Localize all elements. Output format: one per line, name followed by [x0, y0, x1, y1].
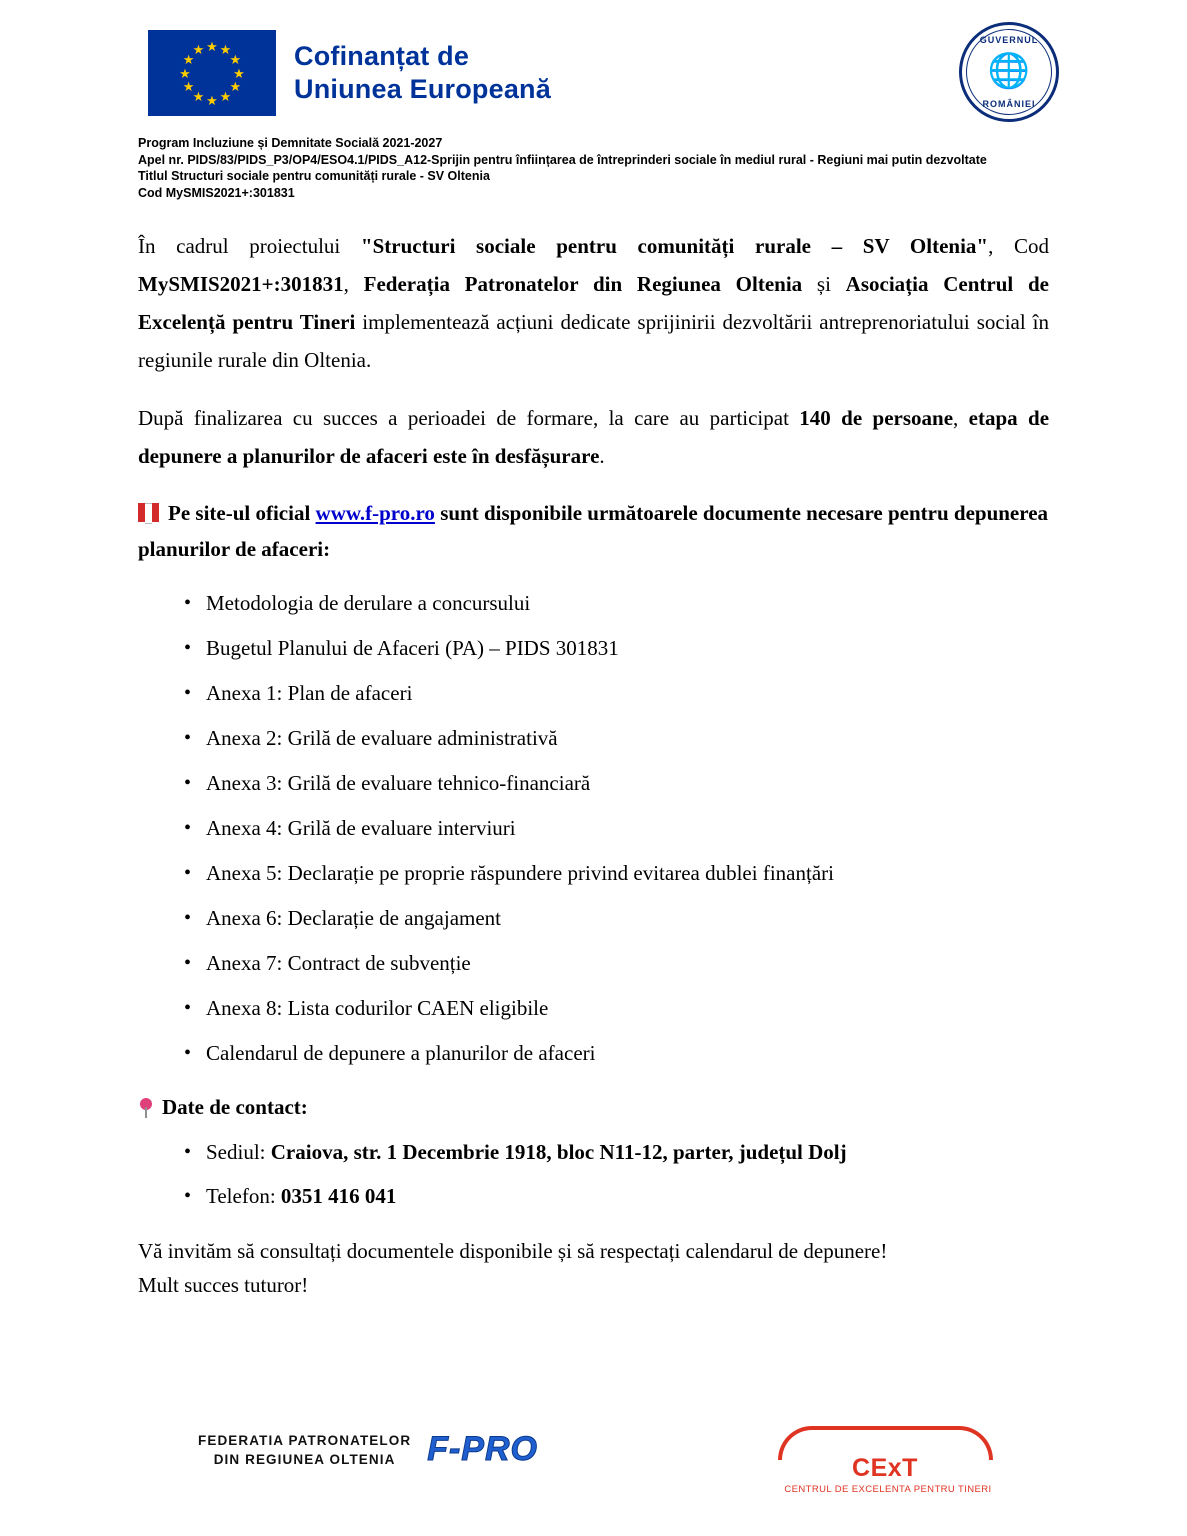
document-body [138, 227, 1049, 1302]
p1-partner-2: Asociația Centrul de Excelență pentru Tineri [138, 272, 1049, 334]
cext-logo-subtitle: CENTRUL DE EXCELENTA PENTRU TINERI [784, 1484, 992, 1495]
map-pin-icon [138, 1098, 154, 1118]
contact-phone-label: Telefon: [206, 1184, 281, 1208]
meta-call-line: Apel nr. PIDS/83/PIDS_P3/OP4/ESO4.1/PIDS_A12-Sprijin pentru înființarea de întreprinderi sociale în mediul rural - Regiuni mai putin dezvoltate [138, 152, 987, 167]
p2-participants-count: 140 de persoane [799, 406, 954, 430]
romanian-flag-icon [138, 503, 160, 523]
paragraph-project-intro [138, 227, 1049, 379]
p1-t1: În cadrul proiectului [138, 234, 361, 258]
fpro-logo-block [198, 1430, 538, 1469]
government-seal-bottom-text: ROMÂNIEI [982, 99, 1036, 109]
eu-logo-line1: Cofinanțat de [294, 41, 470, 71]
p1-project-title: "Structuri sociale pentru comunități rurale – SV Oltenia" [360, 234, 989, 258]
contact-heading [138, 1090, 1049, 1124]
list-item: • Metodologia de derulare a concursului [184, 581, 1049, 626]
document-header [0, 0, 1187, 125]
fpro-logo-icon: F-PRO [427, 1430, 538, 1468]
meta-code-line: Cod MySMIS2021+:301831 [138, 185, 295, 200]
callout-t1: Pe site-ul oficial [168, 501, 316, 525]
eu-star-icon: ★ [182, 52, 195, 67]
eagle-icon: 🌐 [987, 53, 1031, 90]
eu-star-icon: ★ [192, 42, 205, 58]
list-item: • Anexa 2: Grilă de evaluare administrativă [184, 716, 1049, 761]
eu-star-icon: ★ [192, 88, 205, 104]
cext-logo-block [770, 1426, 1000, 1501]
eu-star-icon: ★ [229, 79, 242, 94]
list-item: • Anexa 3: Grilă de evaluare tehnico-financiară [184, 761, 1049, 806]
program-metadata [138, 135, 1068, 201]
p2-t1: După finalizarea cu succes a perioadei de formare, la care au participat [138, 406, 800, 430]
eu-star-icon: ★ [182, 79, 195, 94]
p2-t3: . [599, 444, 605, 468]
list-item: • Anexa 6: Declarație de angajament [184, 896, 1049, 941]
list-item-phone [184, 1174, 1049, 1218]
fpro-name-line2: DIN REGIUNEA OLTENIA [213, 1451, 396, 1467]
contact-address-label: Sediul: [206, 1140, 271, 1164]
list-item-address [184, 1130, 1049, 1174]
fpro-name-line1: FEDERATIA PATRONATELOR [198, 1432, 412, 1448]
p1-t4: și [802, 272, 846, 296]
eu-star-icon: ★ [179, 65, 191, 81]
documents-list [138, 581, 1049, 1076]
eu-logo-line2: Uniunea Europeană [294, 74, 551, 104]
cext-logo-name: CExT [852, 1454, 918, 1482]
contact-address-value: Craiova, str. 1 Decembrie 1918, bloc N11-12, parter, județul Dolj [270, 1140, 847, 1164]
contact-list [138, 1130, 1049, 1218]
p1-t5: implementează acțiuni dedicate sprijinirii dezvoltării antreprenoriatului social în regiunile rurale din Oltenia. [138, 310, 1049, 372]
p1-t2: , Cod [988, 234, 1050, 258]
eu-star-icon: ★ [233, 65, 245, 81]
closing-line-2: Mult succes tuturor! [138, 1273, 309, 1297]
list-item: • Anexa 7: Contract de subvenție [184, 941, 1049, 986]
meta-title-line: Titlul Structuri sociale pentru comunități rurale - SV Oltenia [138, 169, 490, 183]
meta-program-line: Program Incluziune și Demnitate Socială 2021-2027 [138, 136, 443, 150]
list-item: • Anexa 4: Grilă de evaluare interviuri [184, 806, 1049, 851]
callout-t2: sunt disponibile următoarele documente necesare pentru depunerea planurilor de afaceri: [138, 501, 1049, 561]
p1-mysmis-code: MySMIS2021+:301831 [138, 272, 344, 296]
list-item: • Bugetul Planului de Afaceri (PA) – PIDS 301831 [184, 626, 1049, 671]
closing-paragraph [138, 1234, 1049, 1302]
eu-cofinancing-logo [148, 30, 551, 116]
closing-line-1: Vă invităm să consultați documentele disponibile și să respectați calendarul de depunere! [138, 1239, 888, 1263]
eu-star-icon: ★ [229, 52, 242, 67]
list-item: • Calendarul de depunere a planurilor de afaceri [184, 1031, 1049, 1076]
eu-star-icon: ★ [219, 88, 232, 104]
p2-t2: , [953, 406, 969, 430]
contact-phone-value: 0351 416 041 [280, 1184, 397, 1208]
official-website-link[interactable]: www.f-pro.ro [315, 501, 435, 525]
eu-star-icon: ★ [206, 38, 218, 54]
p1-partner-1: Federația Patronatelor din Regiunea Oltenia [363, 272, 803, 296]
eu-flag-icon [148, 30, 276, 116]
p1-t3: , [343, 272, 364, 296]
list-item: • Anexa 1: Plan de afaceri [184, 671, 1049, 716]
p2-stage-highlight: etapa de depunere a planurilor de afaceri este în desfășurare [138, 406, 1050, 468]
website-documents-callout [138, 495, 1049, 567]
list-item: • Anexa 8: Lista codurilor CAEN eligibile [184, 986, 1049, 1031]
contact-heading-label: Date de contact: [162, 1095, 308, 1119]
document-footer [0, 1420, 1187, 1510]
eu-logo-text [294, 40, 551, 106]
government-seal [959, 22, 1059, 122]
list-item: • Anexa 5: Declarație pe proprie răspundere privind evitarea dublei finanțări [184, 851, 1049, 896]
fpro-organization-name [198, 1431, 411, 1469]
government-seal-inner [966, 29, 1052, 115]
eu-star-icon: ★ [219, 42, 232, 58]
eu-star-icon: ★ [206, 92, 218, 108]
government-seal-top-text: GUVERNUL [979, 35, 1039, 45]
paragraph-training-status [138, 399, 1049, 475]
